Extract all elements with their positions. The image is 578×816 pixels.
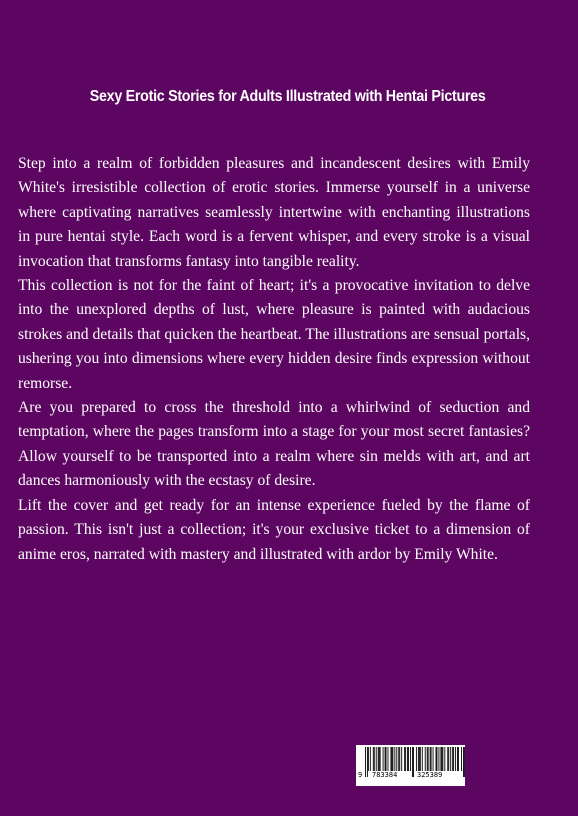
barcode-bar (407, 747, 408, 771)
barcode-bar (379, 747, 380, 771)
barcode-right-digits: 325389 (417, 771, 443, 779)
barcode-bar (385, 747, 386, 771)
barcode-bar (441, 747, 442, 771)
barcode-bar (394, 747, 395, 771)
barcode-bar (388, 747, 389, 771)
barcode-bar (391, 747, 392, 771)
barcode-bar (450, 747, 451, 771)
cover-title: Sexy Erotic Stories for Adults Illustrated with Hentai Pictures (89, 88, 486, 105)
barcode-left-digits: 783384 (372, 771, 398, 779)
barcode-bar (416, 747, 417, 771)
barcode-bar (448, 747, 449, 771)
barcode-bar (444, 747, 445, 771)
barcode-bar (396, 747, 397, 771)
barcode-bar (458, 747, 459, 771)
barcode-bar (452, 747, 453, 771)
barcode-bar (408, 747, 409, 771)
blurb-paragraph-2: This collection is not for the faint of heart; it's a provocative invitation to delve into the unexplored depths of lust, where pleasure is painted with audacious strokes and details that quicken the heartbeat. The illustrations are sensual portals, ushering you into dimensions where every hidden desire finds expression without remorse. (18, 277, 530, 392)
barcode-bar (370, 747, 371, 771)
barcode-bar (453, 747, 454, 771)
barcode-bar (433, 747, 434, 771)
barcode-bar (457, 747, 458, 771)
barcode-bar (373, 747, 374, 771)
barcode-bar (401, 747, 402, 771)
barcode-bar (436, 747, 437, 771)
barcode-bar (430, 747, 431, 771)
barcode-bar (398, 747, 399, 771)
barcode-bar (404, 747, 405, 771)
barcode-bar (455, 747, 456, 771)
barcode-bar (420, 747, 421, 771)
barcode-bar (405, 747, 406, 771)
blurb-paragraph-3: Are you prepared to cross the threshold into a whirlwind of seduction and temptation, where the pages transform into a stage for your most secret fantasies? Allow yourself to be transported into a realm where sin melds with art, and art dances harmoniously with the ecstasy of desire. (18, 399, 530, 490)
barcode-bar (410, 747, 411, 771)
blurb-text (18, 152, 530, 567)
barcode-lead-digit: 9 (358, 771, 363, 779)
blurb-paragraph-1: Step into a realm of forbidden pleasures and incandescent desires with Emily White's irresistible collection of erotic stories. Immerse yourself in a universe where captivating narratives seamlessly intertwine with enchanting illustrations in pure hentai style. Each word is a fervent whisper, and every stroke is a visual invocation that transforms fantasy into tangible reality. (18, 155, 530, 270)
barcode-bar (376, 747, 377, 771)
barcode-bar (437, 747, 438, 771)
barcode-bar (422, 747, 423, 771)
barcode-bar (428, 747, 429, 771)
blurb-paragraph-4: Lift the cover and get ready for an intense experience fueled by the flame of passion. This isn't just a collection; it's your exclusive ticket to a dimension of anime eros, narrated with mastery and illustrated with ardor by Emily White. (18, 496, 530, 563)
barcode-bar (383, 747, 384, 771)
isbn-barcode (356, 745, 465, 786)
barcode-bar (442, 747, 443, 771)
barcode-bar (427, 747, 428, 771)
barcode-bar (461, 747, 462, 771)
barcode-bar (368, 747, 369, 771)
barcode-bar (418, 747, 419, 771)
barcode-bar (447, 747, 448, 771)
barcode-bar (419, 747, 420, 771)
barcode-bar (378, 747, 379, 771)
barcode-bar (386, 747, 387, 771)
barcode-bar (390, 747, 391, 771)
barcode-bar (392, 747, 393, 771)
barcode-bar (399, 747, 400, 771)
barcode-bar (431, 747, 432, 771)
barcode-digits (356, 771, 465, 783)
barcode-bar (425, 747, 426, 771)
barcode-bar (440, 747, 441, 771)
barcode-bar (380, 747, 381, 771)
barcode-bar (439, 747, 440, 771)
barcode-bar (374, 747, 375, 771)
